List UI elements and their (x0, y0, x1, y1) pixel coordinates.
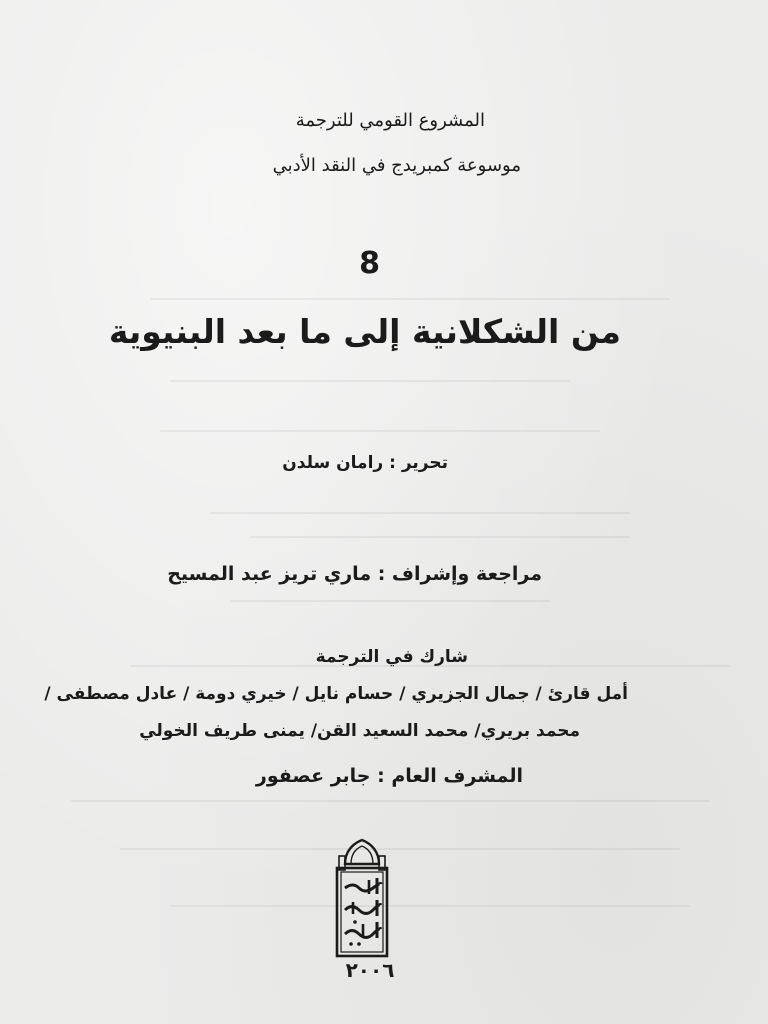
general-supervisor-credit (256, 765, 523, 787)
bleed-through-line (160, 430, 600, 432)
editor-credit (282, 453, 448, 473)
editor-name: رامان سلدن (282, 453, 384, 473)
bleed-through-line (120, 848, 680, 850)
bleed-through-line (170, 905, 690, 907)
bleed-through-line (250, 536, 630, 538)
bleed-through-line (230, 600, 550, 602)
editor-label: تحرير : (389, 453, 448, 473)
translators-line-2: محمد بريري/ محمد السعيد القن/ يمنى طريف الخولي (139, 721, 580, 741)
translators-heading: شارك في الترجمة (315, 647, 468, 667)
series-name: موسوعة كمبريدج في النقد الأدبي (272, 155, 521, 176)
review-label: مراجعة وإشراف : (377, 563, 542, 585)
project-name: المشروع القومي للترجمة (295, 110, 485, 131)
bleed-through-line (210, 512, 630, 514)
bleed-through-line (150, 298, 670, 300)
supreme-council-for-culture-logo-icon (333, 838, 391, 960)
publication-year: ٢٠٠٦ (345, 958, 395, 982)
supervisor-name: جابر عصفور (255, 765, 371, 787)
review-credit (167, 563, 542, 585)
bleed-through-line (170, 380, 570, 382)
translators-line-1: أمل قارئ / جمال الجزيري / حسام نايل / خيري دومة / عادل مصطفى / (44, 684, 628, 704)
volume-number: 8 (359, 246, 380, 281)
review-name: ماري تريز عبد المسيح (167, 563, 372, 585)
bleed-through-line (70, 800, 710, 802)
supervisor-label: المشرف العام : (377, 765, 523, 787)
book-title: من الشكلانية إلى ما بعد البنيوية (108, 312, 621, 351)
